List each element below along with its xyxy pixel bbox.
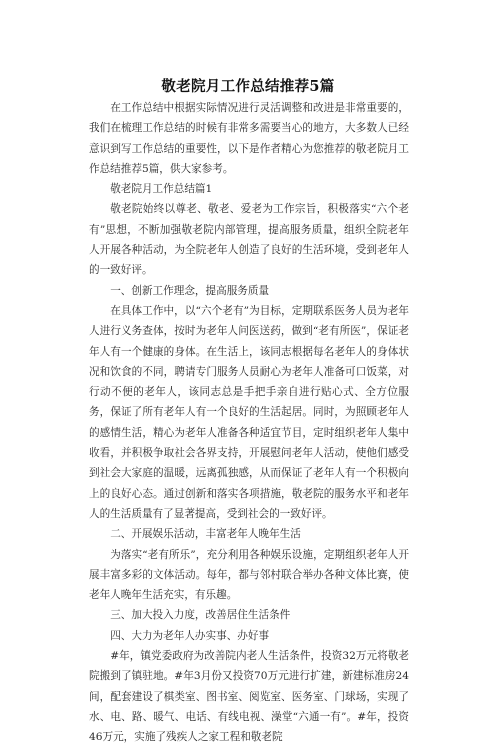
body-paragraph: 为落实“老有所乐”，充分利用各种娱乐设施，定期组织老年人开展丰富多彩的文体活动。每年，都与邻村联合举办各种文体比赛，使老年人晚年生活充实，有乐趣。 [89, 548, 409, 602]
body-paragraph: 在具体工作中，以“六个老有”为目标，定期联系医务人员为老年人进行义务查体，按时为老年人问医送药，做到“老有所医”，保证老年人有一个健康的身体。在生活上，该同志根据每名老年人的身体状况和饮食的不同，聘请专门服务人员耐心为老年人准备可口饭菜，对行动不便的老年人，该同志总是手把手亲自进行贴心式、全方位服务，保证了所有老年人有一个良好的生活起居。同时，为照顾老年人的感情生活，精心为老年人准备各种适宜节目，定时组织老年人集中收看，并积极争取社会各界支持，开展慰问老年人活动，使他们感受到社会大家庭的温暖，远离孤独感，从而保证了老年人有一个积极向上的良好心态。通过创新和落实各项措施，敬老院的服务水平和老年人的生活质量有了显著提高，受到社会的一致好评。 [89, 304, 409, 520]
section-heading-3: 三、加大投入力度，改善居住生活条件 [110, 609, 291, 622]
section-heading-2: 二、开展娱乐活动，丰富老年人晚年生活 [110, 528, 301, 541]
body-paragraph: 敬老院始终以尊老、敬老、爱老为工作宗旨，积极落实“六个老有”思想，不断加强敬老院内部管理，提高服务质量，组织全院老年人开展各种活动，为全院老年人创造了良好的生活环境，受到老年人的一致好评。 [89, 203, 409, 277]
document-title: 敬老院月工作总结推荐5篇 [161, 78, 335, 95]
section-heading-4: 四、大力为老年人办实事、办好事 [110, 629, 270, 642]
body-paragraph: #年，镇党委政府为改善院内老人生活条件，投资32万元将敬老院搬到了镇驻地。#年3月份又投资70万元进行扩建，新建标准房24间，配套建设了棋类室、图书室、阅览室、医务室、门球场，实现了水、电、路、暖气、电话、有线电视、澡堂“六通一有”。#年，投资46万元，实施了残疾人之家工程和敬老院 [89, 650, 409, 744]
section-heading-1: 一、创新工作理念，提高服务质量 [110, 284, 270, 297]
intro-paragraph: 在工作总结中根据实际情况进行灵活调整和改进是非常重要的，我们在梳理工作总结的时候有非常多需要当心的地方，大多数人已经意识到写工作总结的重要性，以下是作者精心为您推荐的敬老院月工作总结推荐5篇，供大家参考。 [89, 102, 409, 175]
section-heading-part1: 敬老院月工作总结篇1 [110, 183, 213, 196]
document-body [89, 98, 409, 748]
